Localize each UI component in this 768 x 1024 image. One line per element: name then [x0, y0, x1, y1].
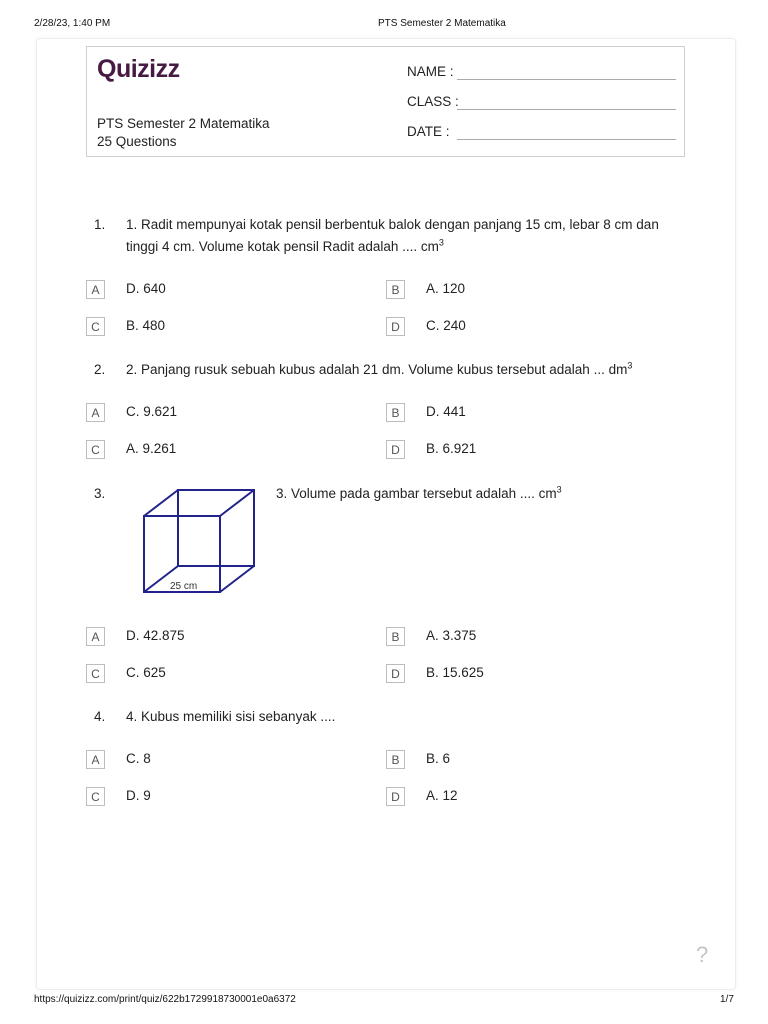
- worksheet-header: [86, 46, 685, 157]
- question-count: 25 Questions: [97, 134, 177, 149]
- class-line: [457, 109, 676, 110]
- option-letter: C: [86, 440, 105, 459]
- class-label: CLASS :: [407, 94, 459, 109]
- question-text-body: 1. Radit mempunyai kotak pensil berbentuk balok dengan panjang 15 cm, lebar 8 cm dan tinggi 4 cm. Volume kotak pensil Radit adalah .... cm: [126, 217, 659, 254]
- option-letter: D: [386, 317, 405, 336]
- question-text: [126, 359, 691, 381]
- option-text: B. 6.921: [426, 441, 477, 456]
- option-letter: B: [386, 750, 405, 769]
- cube-figure: [128, 482, 266, 604]
- option-text: D. 441: [426, 404, 466, 419]
- option-letter: A: [86, 627, 105, 646]
- option-letter: C: [86, 664, 105, 683]
- date-label: DATE :: [407, 124, 450, 139]
- question-text-body: 2. Panjang rusuk sebuah kubus adalah 21 dm. Volume kubus tersebut adalah ... dm: [126, 362, 628, 377]
- option-text: B. 480: [126, 318, 166, 333]
- option-text: D. 9: [126, 788, 151, 803]
- print-title: PTS Semester 2 Matematika: [378, 18, 506, 29]
- option-letter: A: [86, 750, 105, 769]
- option-text: C. 8: [126, 751, 151, 766]
- option-letter: C: [86, 317, 105, 336]
- option-text: D. 640: [126, 281, 166, 296]
- print-datetime: 2/28/23, 1:40 PM: [34, 18, 111, 29]
- superscript: 3: [438, 237, 444, 248]
- question-text: [276, 483, 676, 505]
- option-letter: B: [386, 280, 405, 299]
- question-text-body: 4. Kubus memiliki sisi sebanyak ....: [126, 709, 336, 724]
- quizizz-logo: Quizizz: [97, 55, 180, 83]
- option-letter: A: [86, 403, 105, 422]
- option-letter: B: [386, 627, 405, 646]
- option-letter: D: [386, 440, 405, 459]
- name-line: [457, 79, 676, 80]
- cube-edge-label: 25 cm: [170, 581, 198, 592]
- date-line: [457, 139, 676, 140]
- cube-back-face: [178, 490, 254, 566]
- help-icon[interactable]: ?: [696, 942, 709, 967]
- question-number: 1.: [94, 217, 106, 232]
- option-text: A. 12: [426, 788, 458, 803]
- question-text: [126, 706, 691, 728]
- option-text: C. 240: [426, 318, 466, 333]
- option-letter: A: [86, 280, 105, 299]
- option-text: A. 9.261: [126, 441, 177, 456]
- option-text: D. 42.875: [126, 628, 185, 643]
- option-letter: C: [86, 787, 105, 806]
- option-text: C. 625: [126, 665, 166, 680]
- option-text: A. 120: [426, 281, 466, 296]
- superscript: 3: [627, 360, 633, 371]
- date-field: [407, 124, 450, 139]
- option-text: B. 6: [426, 751, 451, 766]
- option-letter: B: [386, 403, 405, 422]
- class-field: [407, 94, 459, 109]
- option-letter: D: [386, 787, 405, 806]
- option-text: A. 3.375: [426, 628, 477, 643]
- question-number: 4.: [94, 709, 106, 724]
- name-field: [407, 64, 454, 79]
- question-number: 2.: [94, 362, 106, 377]
- print-url: https://quizizz.com/print/quiz/622b1729918730001e0a6372: [34, 994, 296, 1005]
- page-number: 1/7: [720, 994, 734, 1005]
- question-text: [126, 214, 691, 258]
- name-label: NAME :: [407, 64, 454, 79]
- quiz-title: PTS Semester 2 Matematika: [97, 116, 270, 131]
- option-text: B. 15.625: [426, 665, 484, 680]
- question-text-body: 3. Volume pada gambar tersebut adalah .... cm: [276, 486, 557, 501]
- superscript: 3: [556, 484, 562, 495]
- option-letter: D: [386, 664, 405, 683]
- option-text: C. 9.621: [126, 404, 178, 419]
- question-number: 3.: [94, 486, 106, 501]
